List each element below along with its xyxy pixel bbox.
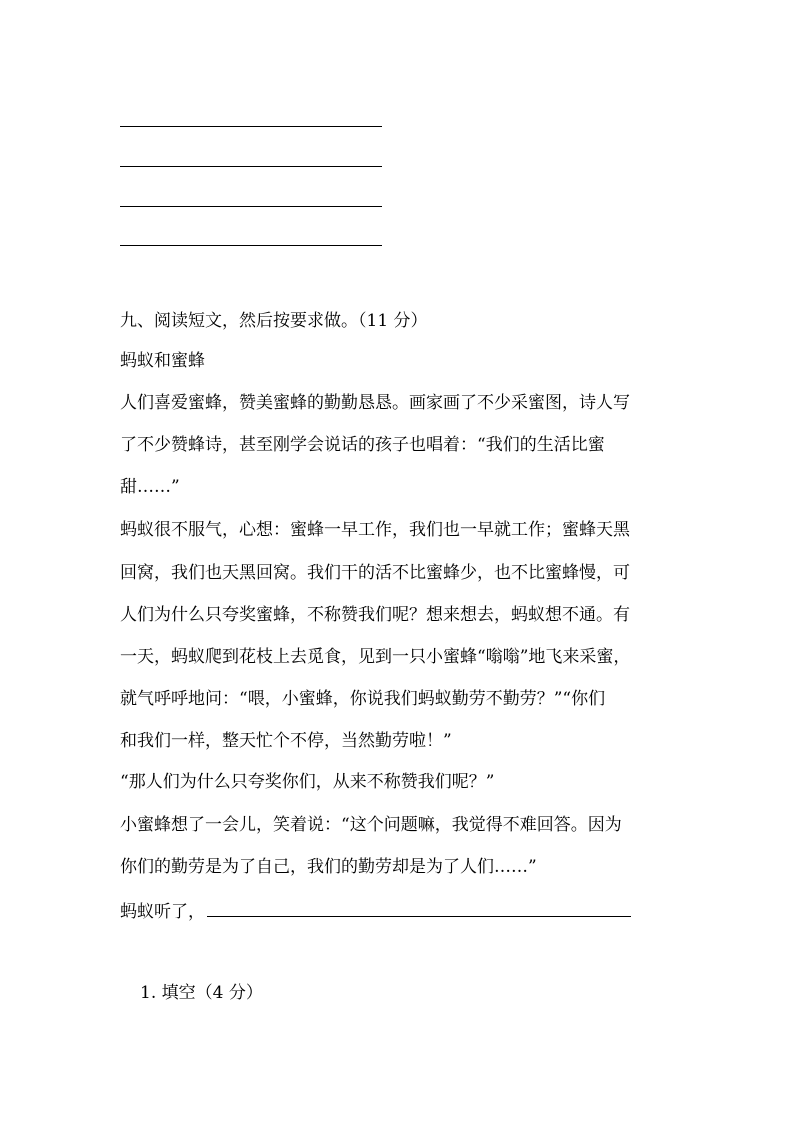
fill-in-blank[interactable] <box>207 898 631 917</box>
passage-line-4: 蚂蚁很不服气，心想：蜜蜂一早工作，我们也一早就工作；蜜蜂天黑 <box>120 520 630 540</box>
passage-line-5: 回窝，我们也天黑回窝。我们干的活不比蜜蜂少，也不比蜜蜂慢，可 <box>120 563 630 583</box>
passage-title: 蚂蚁和蜜蜂 <box>120 351 205 371</box>
answer-line-4[interactable] <box>120 245 382 246</box>
answer-line-2[interactable] <box>120 166 382 167</box>
passage-line-11: 小蜜蜂想了一会儿，笑着说：“这个问题嘛，我觉得不难回答。因为 <box>120 815 622 835</box>
final-line <box>120 898 631 923</box>
passage-line-1: 人们喜爱蜜蜂，赞美蜜蜂的勤勤恳恳。画家画了不少采蜜图，诗人写 <box>120 393 630 413</box>
answer-line-3[interactable] <box>120 206 382 207</box>
passage-line-3: 甜……” <box>120 477 180 497</box>
answer-line-1[interactable] <box>120 126 382 127</box>
passage-line-12: 你们的勤劳是为了自己，我们的勤劳却是为了人们……” <box>120 857 537 877</box>
passage-line-6: 人们为什么只夸奖蜜蜂，不称赞我们呢？想来想去，蚂蚁想不通。有 <box>120 605 630 625</box>
passage-line-7: 一天，蚂蚁爬到花枝上去觅食，见到一只小蜜蜂“嗡嗡”地飞来采蜜， <box>120 647 631 667</box>
final-line-prefix: 蚂蚁听了， <box>120 902 205 922</box>
passage-line-2: 了不少赞蜂诗，甚至刚学会说话的孩子也唱着：“我们的生活比蜜 <box>120 435 605 455</box>
sub-question-1: 1. 填空（4 分） <box>140 983 263 1003</box>
section-heading: 九、阅读短文，然后按要求做。（11 分） <box>120 311 428 331</box>
passage-line-10: “那人们为什么只夸奖你们，从来不称赞我们呢？” <box>120 772 495 792</box>
passage-line-9: 和我们一样，整天忙个不停，当然勤劳啦！” <box>120 731 452 751</box>
passage-line-8: 就气呼呼地问：“喂，小蜜蜂，你说我们蚂蚁勤劳不勤劳？”“你们 <box>120 689 606 709</box>
